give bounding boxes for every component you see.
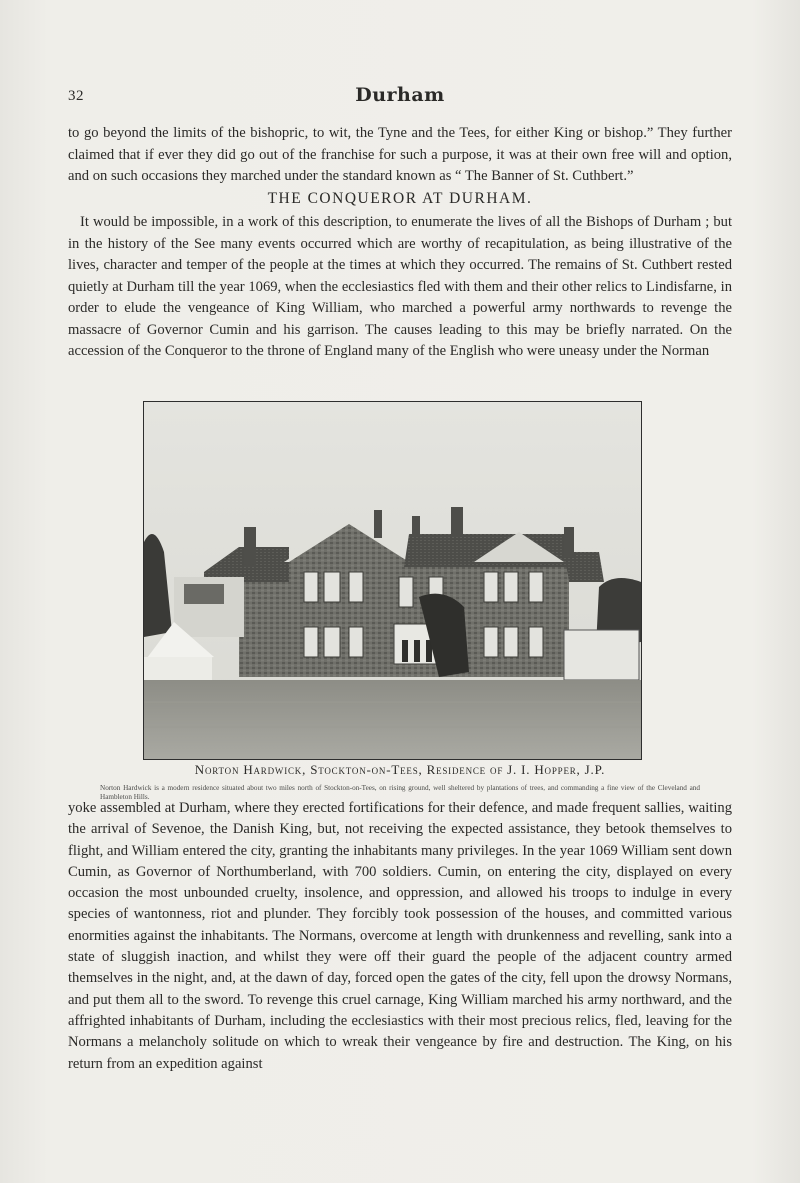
intro-paragraph-block [68,123,732,188]
body-paragraph-two-block [68,798,732,1075]
intro-paragraph: to go beyond the limits of the bishopric, to wit, the Tyne and the Tees, for either King or bishop.” They further claimed that if ever they did go out of the franchise for such a purpose, it was at their own free will and option, and on such occasions they marched under the standard known as “ The Banner of St. Cuthbert.” [68,125,732,184]
section-heading: THE CONQUEROR AT DURHAM. [267,190,533,207]
figure-caption-title: Norton Hardwick, Stockton-on-Tees, Residence of J. I. Hopper, J.P. [194,762,606,777]
figure-caption-note: Norton Hardwick is a modern residence situated about two miles north of Stockton-on-Tees, on rising ground, well sheltered by plantations of trees, and commanding a fine view of the Cleveland and Hambleton Hills. [100,784,700,801]
body-paragraph-one: It would be impossible, in a work of this description, to enumerate the lives of all the Bishops of Durham ; but in the history of the See many events occurred which are worthy of recapitulation, as being illustrative of the lives, character and temper of the people at the times at which they occurred. The remains of St. Cuthbert rested quietly at Durham till the year 1069, when the ecclesiastics fled with them and their other relics to Lindisfarne, in order to elude the vengeance of King William, who marched a powerful army northwards to revenge the massacre of Governor Cumin and his garrison. The causes leading to this may be briefly narrated. On the accession of the Conqueror to the throne of England many of the English who were uneasy under the Norman [68,214,732,359]
page-number: 32 [68,88,84,104]
body-paragraph-one-block [68,212,732,363]
body-paragraph-two: yoke assembled at Durham, where they erected fortifications for their defence, and made frequent sallies, waiting the arrival of Sevenoe, the Danish King, but, not receiving the expected assistance, they betook themselves to flight, and William entered the city, granting the inhabitants many privileges. In the year 1069 William sent down Cumin, as Governor of Northumberland, with 700 soldiers. Cumin, on entering the city, displayed on every occasion the most unbounded cruelty, insolence, and oppression, and allowed his troops to indulge in every species of wantonness, riot and plunder. They forcibly took possession of the houses, and committed various enormities against the inhabitants. The Normans, overcome at length with drunkenness and revelling, sank into a state of sluggish inaction, and whilst they were off their guard the people of the adjacent country armed themselves in the night, and, at the dawn of day, forced open the gates of the city, fell upon the drowsy Normans, and put them all to the sword. To revenge this cruel carnage, King William marched his army northward, and the affrighted inhabitants of Durham, including the ecclesiastics with their most precious relics, fled, leaving for the Normans a melancholy solitude on which to wreak their vengeance by fire and destruction. The King, on his return from an expedition against [68,800,732,1072]
page-header [68,84,732,110]
house-photograph-illustration [144,402,641,759]
running-head: Durham [355,84,445,106]
house-photograph [143,401,642,760]
